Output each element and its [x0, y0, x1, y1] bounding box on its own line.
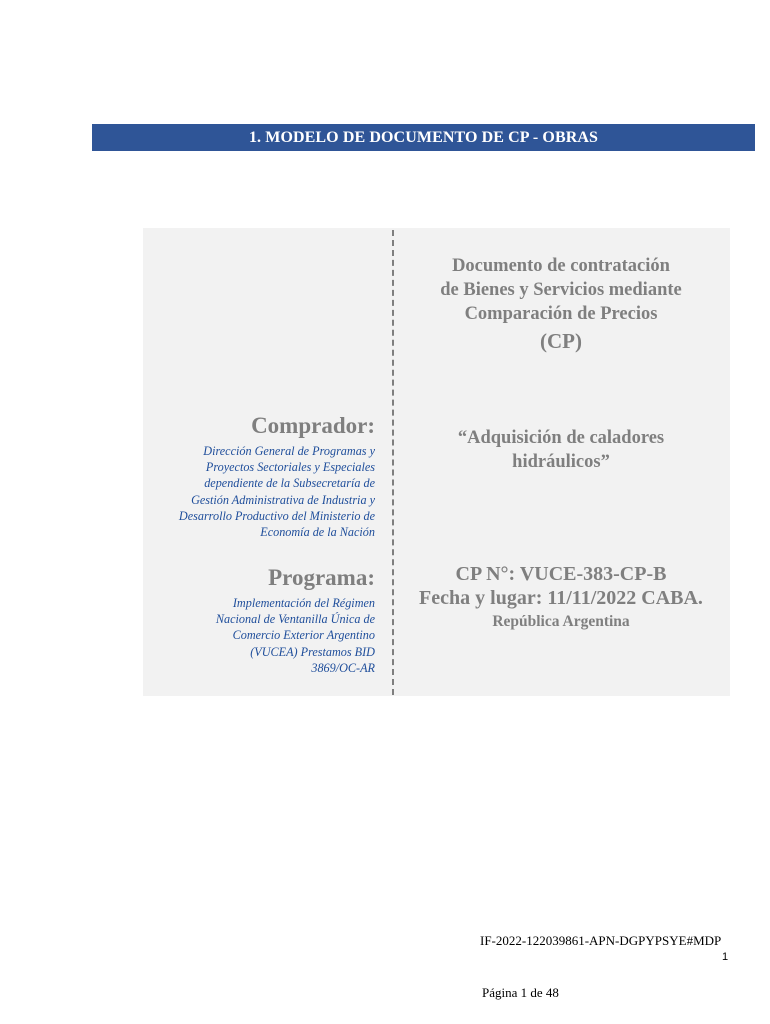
cp-details — [402, 562, 720, 634]
program-line: Implementación del Régimen — [232, 596, 375, 610]
buyer-line: Gestión Administrativa de Industria y — [191, 492, 375, 507]
document-id: IF-2022-122039861-APN-DGPYPSYE#MDP — [480, 933, 722, 948]
program-description — [175, 595, 375, 676]
buyer-line: dependiente de la Subsecretaría de — [204, 476, 375, 491]
program-heading: Programa: — [268, 565, 375, 590]
dashed-divider — [392, 230, 394, 695]
program-section — [175, 565, 375, 676]
buyer-line: Economía de la Nación — [260, 525, 375, 540]
buyer-line: Dirección General de Programas y — [203, 444, 375, 458]
document-title-line: Comparación de Precios — [464, 304, 658, 324]
buyer-description — [135, 443, 375, 540]
procurement-subject — [402, 426, 720, 474]
program-line: Comercio Exterior Argentino — [232, 628, 375, 643]
subject-line: hidráulicos” — [512, 452, 610, 472]
document-abbrev: (CP) — [540, 329, 582, 353]
buyer-section — [135, 413, 375, 540]
document-title — [402, 254, 720, 356]
document-title-line: Documento de contratación — [452, 256, 670, 276]
page-number: 1 — [722, 951, 729, 963]
program-line: (VUCEA) Prestamos BID — [250, 644, 375, 659]
section-header-bar — [92, 124, 755, 151]
subject-line: “Adquisición de caladores — [457, 428, 665, 448]
document-title-line: de Bienes y Servicios mediante — [440, 280, 682, 300]
buyer-heading: Comprador: — [251, 413, 375, 438]
program-line: 3869/OC-AR — [311, 660, 375, 675]
buyer-line: Desarrollo Productivo del Ministerio de — [178, 508, 375, 523]
date-and-place: Fecha y lugar: 11/11/2022 CABA. — [419, 587, 703, 609]
program-line: Nacional de Ventanilla Única de — [215, 612, 375, 627]
buyer-line: Proyectos Sectoriales y Especiales — [205, 460, 375, 475]
page-counter: Página 1 de 48 — [482, 985, 559, 1000]
country: República Argentina — [492, 613, 630, 630]
section-header-title: 1. MODELO DE DOCUMENTO DE CP - OBRAS — [248, 128, 599, 146]
cp-number: CP N°: VUCE-383-CP-B — [455, 563, 667, 585]
